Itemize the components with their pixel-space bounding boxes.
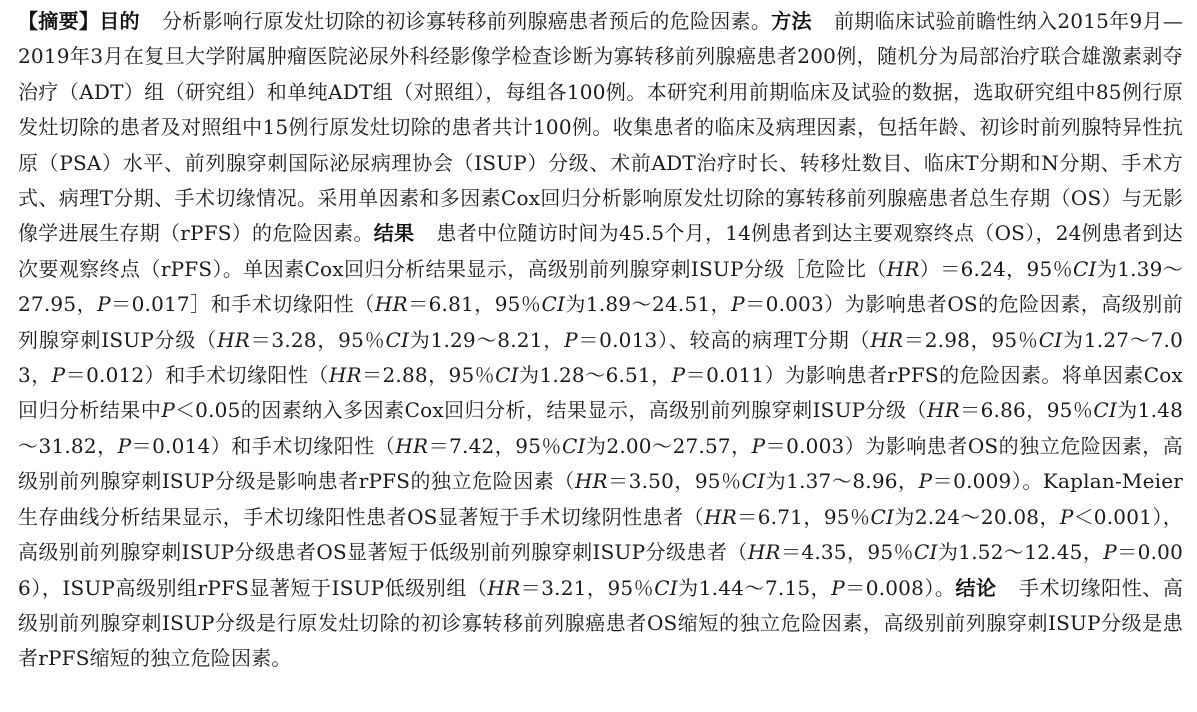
ci-symbol: CI [870, 504, 895, 529]
results-text-9: 为1.29～8.21， [409, 327, 565, 352]
methods-heading: 方法 [771, 9, 812, 33]
p-symbol: P [1059, 504, 1074, 529]
p-symbol: P [831, 575, 845, 600]
objective-text: 分析影响行原发灶切除的初诊寡转移前列腺癌患者预后的危险因素。 [161, 9, 772, 33]
results-text-33: ＝3.21，95％ [520, 575, 655, 600]
results-text-1: 患者中位随访时间为45.5个月，14例患者到达主要观察终点（OS），24例患者到达次要观察终点（rPFS）。单因素Cox回归分析结果显示，高级别前列腺穿刺ISUP分级［危险比（ [18, 221, 1183, 281]
p-symbol: P [751, 433, 766, 458]
hr-symbol: HR [574, 469, 608, 494]
results-text-6: 为1.89～24.51， [565, 292, 732, 317]
p-symbol: P [671, 363, 686, 388]
objective-heading: 目的 [99, 9, 140, 33]
ci-symbol: CI [495, 363, 519, 388]
hr-symbol: HR [870, 327, 904, 352]
results-text-26: ＝0.009）。Kaplan-Meier生存曲线分析结果显示，手术切缘阳性患者OS显著短于手术切缘阴性患者（ [18, 469, 1184, 529]
results-text-31: 为1.52～12.45， [937, 540, 1104, 565]
hr-symbol: HR [328, 363, 362, 388]
abstract-paragraph: 【摘要】目的 分析影响行原发灶切除的初诊寡转移前列腺癌患者预后的危险因素。方法 前期临床试验前瞻性纳入2015年9月—2019年3月在复旦大学附属肿瘤医院泌尿外科经影像学检查诊断为寡转移前列腺癌患者200例，随机分为局部治疗联合雄激素剥夺治疗（ADT）组（研究组）和单纯ADT组（对照组），每组各100例。本研究利用前期临床及试验的数据，选取研究组中85例行原发灶切除的患者及对照组中15例行原发灶切除的患者共计100例。收集患者的临床及病理因素，包括年龄、初诊时前列腺特异性抗原（PSA）水平、前列腺穿刺国际泌尿病理协会（ISUP）分级、术前ADT治疗时长、转移灶数目、临床T分期和N分期、手术方式、病理T分期、手术切缘情况。采用单因素和多因素Cox回归分析影响原发灶切除的寡转移前列腺癌患者总生存期（OS）与无影像学进展生存期（rPFS）的危险因素。结果 患者中位随访时间为45.5个月，14例患者到达主要观察终点（OS），24例患者到达次要观察终点（rPFS）。单因素Cox回归分析结果显示，高级别前列腺穿刺ISUP分级［危险比（HR）＝6.24，95％CI为1.39～27.95，P＝0.017］和手术切缘阳性（HR＝6.81，95％CI为1.89～24.51，P＝0.003）为影响患者OS的危险因素，高级别前列腺穿刺ISUP分级（HR＝3.28，95％CI为1.29～8.21，P＝0.013）、较高的病理T分期（HR＝2.98，95％CI为1.27～7.03，P＝0.012）和手术切缘阳性（HR＝2.88，95％CI为1.28～6.51，P＝0.011）为影响患者rPFS的危险因素。将单因素Cox回归分析结果中P＜0.05的因素纳入多因素Cox回归分析，结果显示，高级别前列腺穿刺ISUP分级（HR＝6.86，95％CI为1.48～31.82，P＝0.014）和手术切缘阳性（HR＝7.42，95％CI为2.00～27.57，P＝0.003）为影响患者OS的独立危险因素，高级别前列腺穿刺ISUP分级是影响患者rPFS的独立危险因素（HR＝3.50，95％CI为1.37～8.96，P＝0.009）。Kaplan-Meier生存曲线分析结果显示，手术切缘阳性患者OS显著短于手术切缘阴性患者（HR＝6.71，95％CI为2.24～20.08，P＜0.001），高级别前列腺穿刺ISUP分级患者OS显著短于低级别前列腺穿刺ISUP分级患者（HR＝4.35，95％CI为1.52～12.45，P＝0.006），ISUP高级别组rPFS显著短于ISUP低级别组（HR＝3.21，95％CI为1.44～7.15，P＝0.008）。结论 手术切缘阳性、高级别前列腺穿刺ISUP分级是行原发灶切除的初诊寡转移前列腺癌患者OS缩短的独立危险因素，高级别前列腺穿刺ISUP分级是患者rPFS缩短的独立危险因素。 [18, 9, 1184, 671]
hr-symbol: HR [747, 540, 781, 565]
results-text-17: ＜0.05的因素纳入多因素Cox回归分析，结果显示，高级别前列腺穿刺ISUP分级（ [174, 398, 927, 423]
ci-symbol: CI [1093, 398, 1117, 423]
results-text-14: ＝2.88，95％ [361, 363, 496, 388]
hr-symbol: HR [374, 292, 408, 317]
results-text-2: ＝6.24，95％ [940, 256, 1074, 281]
results-text-4: ＝0.017］和手术切缘阳性（ [110, 292, 375, 317]
results-text-5: ＝6.81，95％ [407, 292, 542, 317]
hr-symbol: HR [704, 504, 737, 529]
results-text-25: 为1.37～8.96， [765, 469, 919, 494]
results-text-34: 为1.44～7.15， [677, 575, 832, 600]
hr-symbol: HR [217, 327, 250, 352]
results-text-32: ＝0.006），ISUP高级别组rPFS显著短于ISUP低级别组（ [18, 540, 1184, 600]
conclusion-heading: 结论 [955, 575, 997, 600]
results-text-16: ＝0.011）为影响患者rPFS的危险因素。将单因素Cox回归分析结果中 [18, 363, 1184, 423]
results-text-35: ＝0.008）。 [844, 575, 956, 600]
results-text-27: ＝6.71，95％ [737, 504, 871, 529]
results-text-7: ＝0.003）为影响患者OS的危险因素，高级别前列腺穿刺ISUP分级（ [18, 292, 1183, 352]
conclusion-text: 手术切缘阳性、高级别前列腺穿刺ISUP分级是行原发灶切除的初诊寡转移前列腺癌患者OS缩短的独立危险因素，高级别前列腺穿刺ISUP分级是患者rPFS缩短的独立危险因素。 [18, 575, 1184, 671]
p-symbol: P [731, 292, 745, 317]
results-text-21: ＝7.42，95％ [428, 433, 562, 458]
results-text-13: ＝0.012）和手术切缘阳性（ [65, 363, 329, 388]
ci-symbol: CI [1073, 256, 1097, 281]
results-text-30: ＝4.35，95％ [780, 540, 914, 565]
results-text-23: ＝0.003）为影响患者OS的独立危险因素，高级别前列腺穿刺ISUP分级是影响患者rPFS的独立危险因素（ [18, 433, 1183, 494]
hr-symbol: HR [926, 398, 960, 423]
ci-symbol: CI [385, 327, 410, 352]
results-text-24: ＝3.50，95％ [607, 469, 742, 494]
results-text-20: ＝0.014）和手术切缘阳性（ [131, 433, 396, 458]
p-symbol: P [918, 469, 933, 494]
p-symbol: P [97, 292, 111, 317]
ci-symbol: CI [1038, 327, 1063, 352]
methods-text: 前期临床试验前瞻性纳入2015年9月—2019年3月在复旦大学附属肿瘤医院泌尿外科经影像学检查诊断为寡转移前列腺癌患者200例，随机分为局部治疗联合雄激素剥夺治疗（ADT）组（研究组）和单纯ADT组（对照组），每组各100例。本研究利用前期临床及试验的数据，选取研究组中85例行原发灶切除的患者及对照组中15例行原发灶切除的患者共计100例。收集患者的临床及病理因素，包括年龄、初诊时前列腺特异性抗原（PSA）水平、前列腺穿刺国际泌尿病理协会（ISUP）分级、术前ADT治疗时长、转移灶数目、临床T分期和N分期、手术方式、病理T分期、手术切缘情况。采用单因素和多因素Cox回归分析影响原发灶切除的寡转移前列腺癌患者总生存期（OS）与无影像学进展生存期（rPFS）的危险因素。 [18, 9, 1183, 246]
results-text-28: 为2.24～20.08， [894, 504, 1060, 529]
ci-symbol: CI [741, 469, 766, 494]
results-text-18: ＝6.86，95％ [959, 398, 1094, 423]
ci-symbol: CI [913, 540, 938, 565]
results-text-22: 为2.00～27.57， [585, 433, 752, 458]
results-text-3: 为1.39～27.95， [18, 256, 1183, 317]
results-text-11: ＝2.98，95％ [903, 327, 1039, 352]
results-heading: 结果 [373, 221, 415, 246]
p-symbol: P [51, 363, 66, 388]
p-symbol: P [161, 398, 175, 423]
p-symbol: P [1103, 540, 1117, 565]
ci-symbol: CI [561, 433, 586, 458]
p-symbol: P [117, 433, 132, 458]
hr-symbol: HR [886, 256, 920, 281]
results-text-29: ＜0.001），高级别前列腺穿刺ISUP分级患者OS显著短于低级别前列腺穿刺ISUP分级患者（ [18, 504, 1184, 565]
results-text-15: 为1.28～6.51， [518, 363, 672, 388]
abstract-label: 【摘要】 [18, 9, 100, 33]
results-text-19: 为1.48～31.82， [18, 398, 1183, 458]
ci-symbol: CI [541, 292, 566, 317]
ci-symbol: CI [654, 575, 678, 600]
p-symbol: P [564, 327, 578, 352]
hr-symbol: HR [395, 433, 429, 458]
results-text-10: ＝0.013）、较高的病理T分期（ [577, 327, 871, 352]
results-text-8: ＝3.28，95％ [249, 327, 386, 352]
hr-symbol: HR [487, 575, 521, 600]
results-text-12: 为1.27～7.03， [18, 327, 1184, 388]
